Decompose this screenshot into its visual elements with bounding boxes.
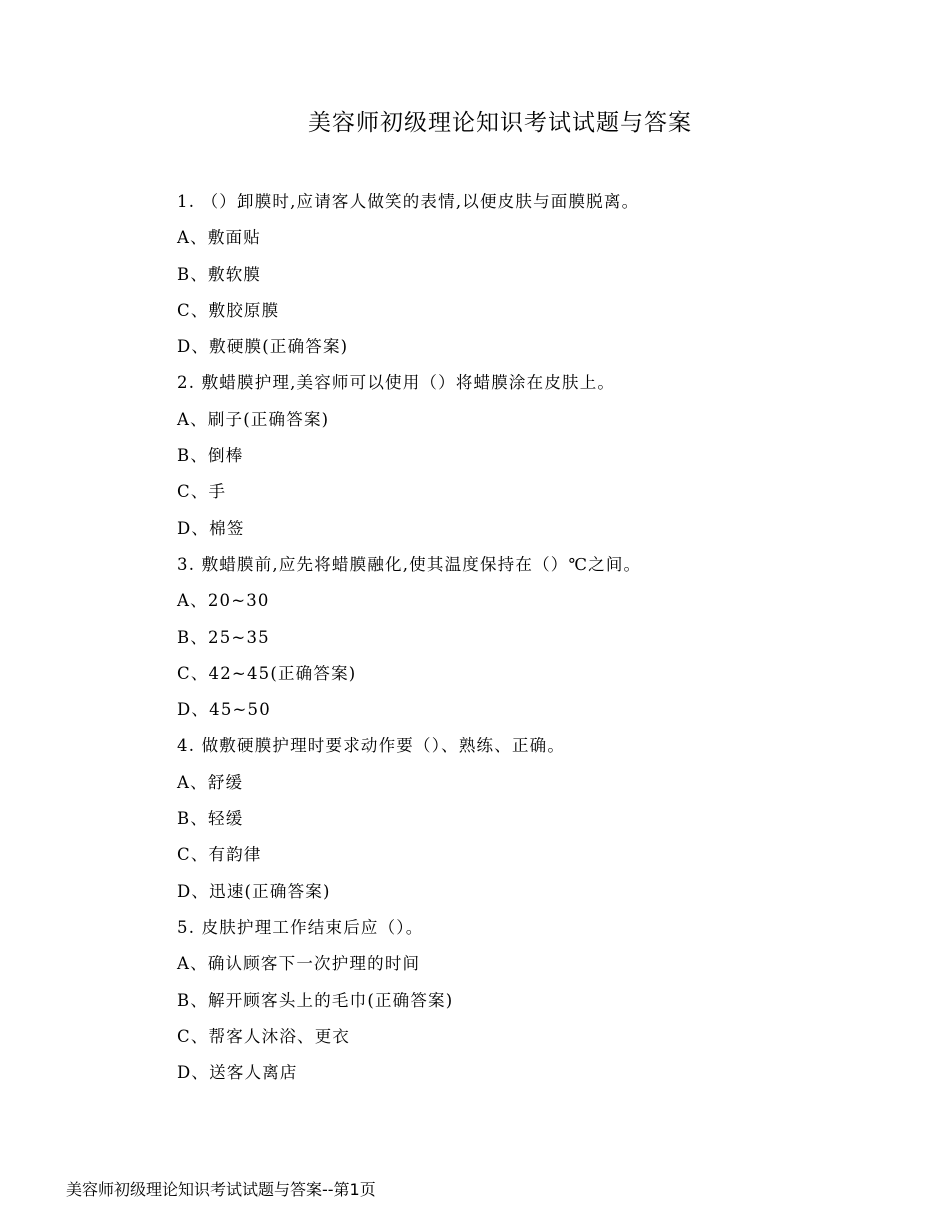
question-3: 3. 敷蜡膜前,应先将蜡膜融化,使其温度保持在（）℃之间。 <box>177 554 642 574</box>
question-2: 2. 敷蜡膜护理,美容师可以使用（）将蜡膜涂在皮肤上。 <box>177 373 616 393</box>
option-4d: D、迅速(正确答案) <box>177 881 331 901</box>
option-2a: A、刷子(正确答案) <box>177 409 330 429</box>
option-2b: B、倒棒 <box>177 446 244 466</box>
option-1b: B、敷软膜 <box>177 264 262 284</box>
option-2d: D、棉签 <box>177 518 245 538</box>
option-1d: D、敷硬膜(正确答案) <box>177 337 349 357</box>
question-1: 1. （）卸膜时,应请客人做笑的表情,以便皮肤与面膜脱离。 <box>177 192 640 211</box>
option-1c: C、敷胶原膜 <box>177 300 280 320</box>
option-1a: A、敷面贴 <box>177 228 261 248</box>
question-list <box>177 190 641 1097</box>
option-4c: C、有韵律 <box>177 845 262 865</box>
option-4b: B、轻缓 <box>177 809 244 829</box>
option-4a: A、舒缓 <box>177 772 244 792</box>
option-3c: C、42~45(正确答案) <box>177 663 357 683</box>
question-4: 4. 做敷硬膜护理时要求动作要（）、熟练、正确。 <box>177 736 566 756</box>
option-5b: B、解开顾客头上的毛巾(正确答案) <box>177 990 454 1010</box>
option-5a: A、确认顾客下一次护理的时间 <box>177 954 421 974</box>
option-5c: C、帮客人沐浴、更衣 <box>177 1026 351 1046</box>
question-5: 5. 皮肤护理工作结束后应（）。 <box>177 917 424 937</box>
document-title: 美容师初级理论知识考试试题与答案 <box>308 110 692 136</box>
page-footer: 美容师初级理论知识考试试题与答案--第1页 <box>66 1180 376 1199</box>
option-5d: D、送客人离店 <box>177 1063 298 1083</box>
option-2c: C、手 <box>177 482 227 502</box>
option-3d: D、45~50 <box>177 700 271 720</box>
option-3b: B、25~35 <box>177 627 270 647</box>
option-3a: A、20~30 <box>177 591 270 611</box>
